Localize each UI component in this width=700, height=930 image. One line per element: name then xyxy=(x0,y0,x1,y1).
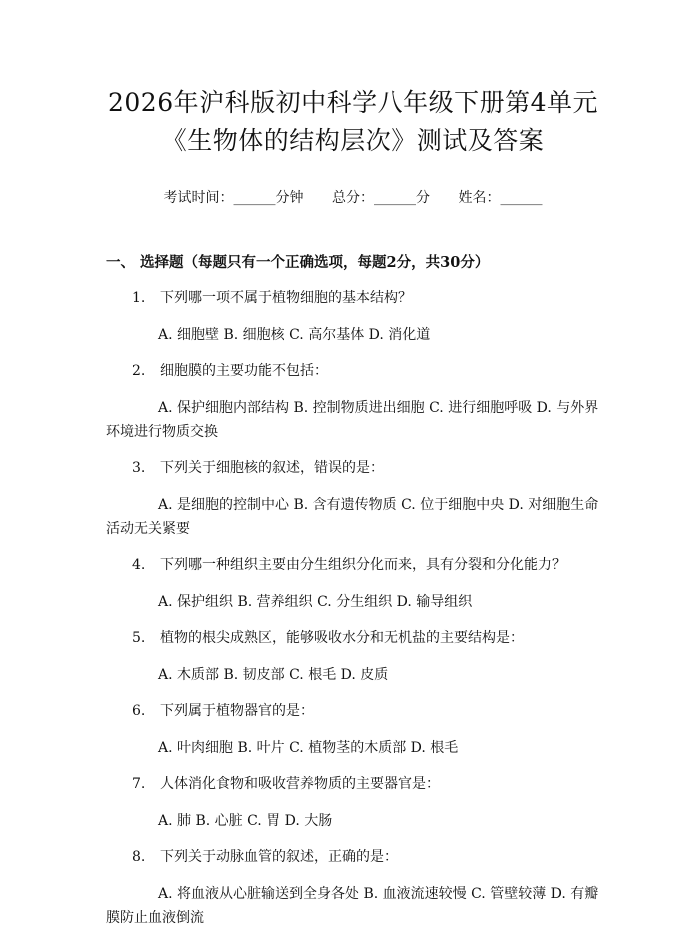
question-text: 下列属于植物器官的是： xyxy=(160,703,314,719)
question xyxy=(106,627,600,687)
total-score-field: 总分：______分 xyxy=(332,190,430,206)
question-options: A. 将血液从心脏输送到全身各处 B. 血液流速较慢 C. 管壁较薄 D. 有瓣膜防止血液倒流 xyxy=(106,886,599,926)
question-text: 下列关于细胞核的叙述，错误的是： xyxy=(160,460,384,476)
question-text: 下列哪一项不属于植物细胞的基本结构？ xyxy=(160,290,412,306)
question-number: 2. xyxy=(132,363,146,379)
title-line-2: 《生物体的结构层次》测试及答案 xyxy=(161,126,545,155)
section-heading: 一、 选择题（每题只有一个正确选项，每题2分，共30分） xyxy=(106,254,490,271)
question-stem xyxy=(106,846,600,868)
question xyxy=(106,554,600,614)
question-options: A. 叶肉细胞 B. 叶片 C. 植物茎的木质部 D. 根毛 xyxy=(158,740,459,756)
question-options: A. 保护组织 B. 营养组织 C. 分生组织 D. 输导组织 xyxy=(158,594,473,610)
question-stem xyxy=(106,457,600,479)
question-number: 4. xyxy=(132,557,146,573)
question xyxy=(106,846,600,930)
question-text: 植物的根尖成熟区，能够吸收水分和无机盐的主要结构是： xyxy=(160,630,524,646)
question-stem xyxy=(106,287,600,309)
question-stem xyxy=(106,773,600,795)
question-number: 8. xyxy=(132,849,146,865)
exam-time-field: 考试时间：______分钟 xyxy=(163,190,304,206)
question-number: 7. xyxy=(132,776,146,792)
question-stem xyxy=(106,554,600,576)
question xyxy=(106,773,600,833)
question-stem xyxy=(106,627,600,649)
question-number: 6. xyxy=(132,703,146,719)
question xyxy=(106,457,600,541)
question xyxy=(106,700,600,760)
exam-info xyxy=(106,188,600,208)
question xyxy=(106,287,600,347)
title-line-1: 2026年沪科版初中科学八年级下册第4单元 xyxy=(107,88,599,117)
document-title xyxy=(106,0,600,160)
question-number: 3. xyxy=(132,460,146,476)
question-text: 下列哪一种组织主要由分生组织分化而来，具有分裂和分化能力？ xyxy=(160,557,566,573)
question-number: 5. xyxy=(132,630,146,646)
question-stem xyxy=(106,360,600,382)
question xyxy=(106,360,600,444)
question-options: A. 细胞壁 B. 细胞核 C. 高尔基体 D. 消化道 xyxy=(158,327,431,343)
question-text: 细胞膜的主要功能不包括： xyxy=(160,363,328,379)
question-stem xyxy=(106,700,600,722)
question-options: A. 保护细胞内部结构 B. 控制物质进出细胞 C. 进行细胞呼吸 D. 与外界环境进行物质交换 xyxy=(106,400,599,440)
question-options: A. 木质部 B. 韧皮部 C. 根毛 D. 皮质 xyxy=(158,667,389,683)
question-text: 下列关于动脉血管的叙述，正确的是： xyxy=(160,849,398,865)
question-number: 1. xyxy=(132,290,146,306)
question-options: A. 是细胞的控制中心 B. 含有遗传物质 C. 位于细胞中央 D. 对细胞生命活动无关紧要 xyxy=(106,497,599,537)
student-name-field: 姓名：______ xyxy=(458,190,543,206)
question-options: A. 肺 B. 心脏 C. 胃 D. 大肠 xyxy=(158,813,333,829)
question-text: 人体消化食物和吸收营养物质的主要器官是： xyxy=(160,776,440,792)
